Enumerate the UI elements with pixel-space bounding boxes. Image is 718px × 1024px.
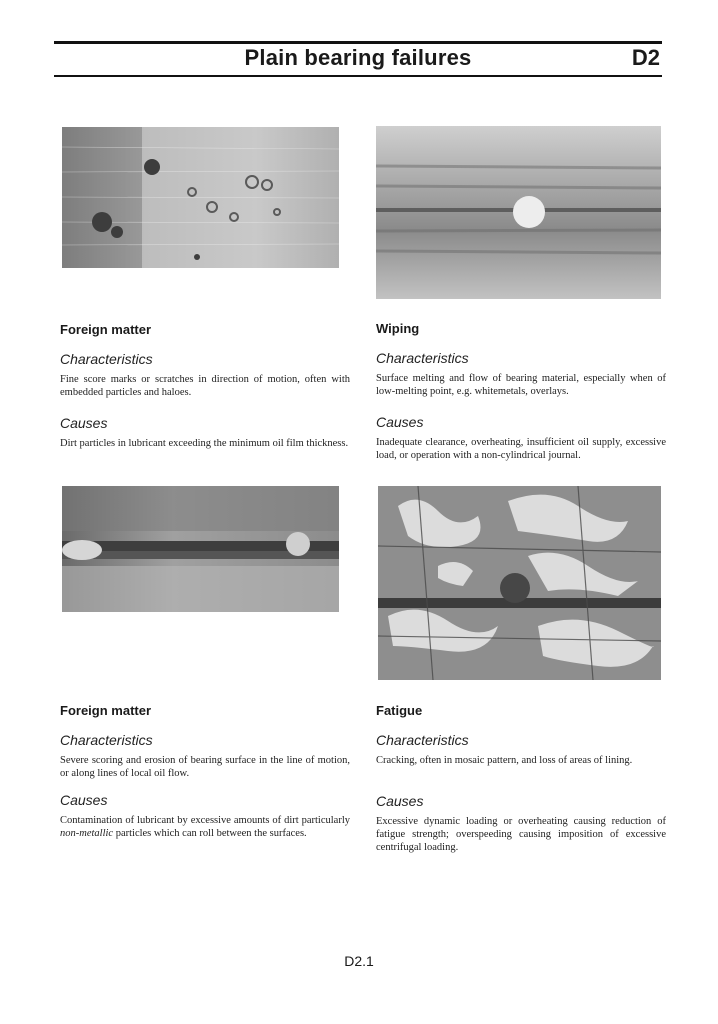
- characteristics-text: Cracking, often in mosaic pattern, and loss of areas of lining.: [376, 755, 633, 766]
- characteristics-text: Severe scoring and erosion of bearing surface in the line of motion, or along lines of local oil flow.: [60, 755, 350, 779]
- causes-text: [60, 814, 350, 840]
- section-code: D2: [631, 45, 660, 70]
- causes-heading: Causes: [376, 414, 424, 430]
- characteristics-heading: Characteristics: [376, 732, 469, 748]
- characteristics-text: Fine score marks or scratches in direction of motion, often with embedded particles and haloes.: [60, 374, 350, 398]
- causes-text: Dirt particles in lubricant exceeding the minimum oil film thickness.: [60, 438, 349, 449]
- characteristics-heading: Characteristics: [376, 350, 469, 366]
- panel-title: Foreign matter: [60, 322, 152, 337]
- causes-text: Excessive dynamic loading or overheating causing reduction of fatigue strength; overspeeding causing imposition of excessive centrifugal loading.: [376, 816, 666, 853]
- page-number: D2.1: [344, 953, 374, 969]
- panel-foreign-matter-erosion: [60, 703, 350, 840]
- causes-heading: Causes: [60, 415, 108, 431]
- page-title: Plain bearing failures: [244, 45, 472, 70]
- causes-text-part: Contamination of lubricant by excessive amounts of dirt particularly: [60, 815, 350, 826]
- photo-foreign-matter-scratches: [62, 127, 339, 268]
- panel-foreign-matter-scratches: [60, 322, 350, 450]
- causes-text-part: particles which can roll between the surfaces.: [113, 828, 307, 839]
- panel-title: Wiping: [376, 321, 420, 336]
- causes-text: Inadequate clearance, overheating, insufficient oil supply, excessive load, or operation with a non-cylindrical journal.: [376, 437, 666, 461]
- header-top-rule: [54, 41, 662, 44]
- characteristics-text: Surface melting and flow of bearing material, especially when of low-melting point, e.g. whitemetals, overlays.: [376, 373, 666, 397]
- causes-heading: Causes: [376, 793, 424, 809]
- causes-text-emphasis: non-metallic: [60, 828, 114, 839]
- photo-wiping: [376, 126, 661, 299]
- panel-wiping: [376, 321, 666, 462]
- panel-title: Foreign matter: [60, 703, 152, 718]
- causes-heading: Causes: [60, 792, 108, 808]
- characteristics-heading: Characteristics: [60, 351, 153, 367]
- characteristics-heading: Characteristics: [60, 732, 153, 748]
- photo-fatigue: [378, 486, 661, 680]
- photo-foreign-matter-erosion: [62, 486, 339, 612]
- header-bottom-rule: [54, 75, 662, 77]
- panel-title: Fatigue: [376, 703, 423, 718]
- panel-fatigue: [376, 703, 666, 854]
